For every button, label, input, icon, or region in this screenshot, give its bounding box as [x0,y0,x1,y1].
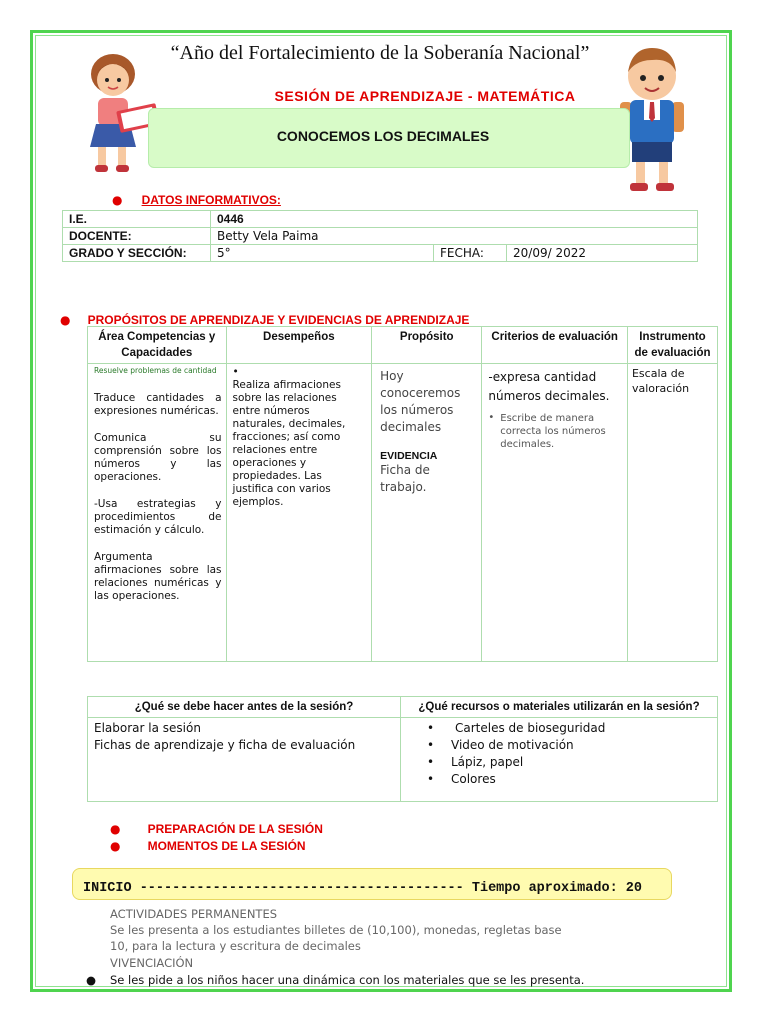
bullet-icon: ● [110,822,121,836]
desempeno-cell [226,364,372,662]
ie-value: 0446 [211,211,698,228]
proposito-cell [372,364,482,662]
recursos-table [87,696,718,802]
material-item [427,737,711,754]
dinamica-text: Se les pide a los niños hacer una dinámica con los materiales que se les presenta. [110,973,585,987]
material-label: Lápiz, papel [451,755,524,769]
evidencia-label: EVIDENCIA [380,450,438,462]
materiales-header: ¿Qué recursos o materiales utilizarán en la sesión? [401,697,718,718]
bullet-icon: ● [110,839,121,853]
datos-table [62,210,698,262]
inicio-label: INICIO ---------------------------------------- Tiempo aproximado: 20 [83,881,642,896]
material-item [427,771,711,788]
antes-item: Fichas de aprendizaje y ficha de evaluación [94,738,356,752]
col-proposito: Propósito [372,327,482,364]
actividades-line2: 10, para la lectura y escritura de decimales [110,939,361,953]
col-desempenos: Desempeños [226,327,372,364]
propositos-heading: PROPÓSITOS DE APRENDIZAJE Y EVIDENCIAS DE APRENDIZAJE [87,313,470,327]
bullet-icon: • [488,412,495,423]
datos-heading-row [112,189,281,208]
fecha-label: FECHA: [434,245,507,262]
col-area: Área Competencias y Capacidades [88,327,227,364]
material-item [427,720,711,737]
bullet-icon: ● [60,313,71,327]
criterio-bullet-row [488,412,621,451]
session-title: SESIÓN DE APRENDIZAJE - MATEMÁTICA [274,88,576,104]
bullet-icon: • [427,772,435,786]
material-item [427,754,711,771]
vivenciacion-label: VIVENCIACIÓN [110,956,194,970]
bullet-icon: ● [112,193,123,207]
dinamica-row [86,972,584,988]
propositos-table [87,326,718,662]
grado-label: GRADO Y SECCIÓN: [63,245,211,262]
bullet-icon: • [427,738,435,752]
actividades-line1: Se les presenta a los estudiantes billetes de (10,100), monedas, regletas base [110,923,562,937]
material-label: Carteles de bioseguridad [455,721,606,735]
bullet-icon: • [427,755,435,769]
actividades-permanentes: ACTIVIDADES PERMANENTES [110,907,278,921]
col-criterios: Criterios de evaluación [482,327,628,364]
antes-item: Elaborar la sesión [94,721,201,735]
bullet-icon: ● [86,973,97,987]
capacidad-item: Traduce cantidades a expresiones numéricas. [94,392,222,417]
material-label: Video de motivación [451,738,574,752]
area-cell [88,364,227,662]
capacidad-item: -Usa estrategias y procedimientos de estimación y cálculo. [94,498,222,536]
grado-value: 5° [211,245,434,262]
fecha-value: 20/09/ 2022 [507,245,698,262]
preparacion-heading: PREPARACIÓN DE LA SESIÓN [147,822,323,836]
proposito-text: Hoy conoceremos los números decimales [380,369,461,434]
momentos-row [110,835,306,854]
docente-value: Betty Vela Paima [211,228,698,245]
instrumento-cell [627,364,717,662]
materiales-cell [401,718,718,802]
capacidad-item: Argumenta afirmaciones sobre las relaciones numéricas y las operaciones. [94,551,222,602]
desempeno-text: Realiza afirmaciones sobre las relaciones entre números naturales, decimales, fracciones; así como relaciones entre operaciones y propiedades. Las justifica con varios ejemplos. [232,379,346,508]
evidencia-text: Ficha de trabajo. [380,463,430,494]
material-label: Colores [451,772,496,786]
year-title: “Año del Fortalecimiento de la Soberanía Nacional” [170,42,590,64]
instrumento-text: Escala de valoración [631,367,690,395]
datos-heading: DATOS INFORMATIVOS: [141,193,281,207]
criterio-bullet: Escribe de manera correcta los números decimales. [500,413,606,450]
col-instrumento: Instrumento de evaluación [627,327,717,364]
topic-title: CONOCEMOS LOS DECIMALES [276,128,490,144]
criterios-cell [482,364,628,662]
competencia: Resuelve problemas de cantidad [94,366,217,375]
antes-header: ¿Qué se debe hacer antes de la sesión? [88,697,401,718]
docente-label: DOCENTE: [63,228,211,245]
desempeno-bullet: • [232,366,239,378]
momentos-heading: MOMENTOS DE LA SESIÓN [147,839,306,853]
bullet-icon: • [427,721,435,735]
antes-cell [88,718,401,802]
inicio-label-wrap [83,876,642,896]
inicio-box [72,868,672,900]
capacidad-item: Comunica su comprensión sobre los números y las operaciones. [94,432,222,483]
criterio-main: -expresa cantidad números decimales. [488,370,610,403]
ie-label: I.E. [63,211,211,228]
